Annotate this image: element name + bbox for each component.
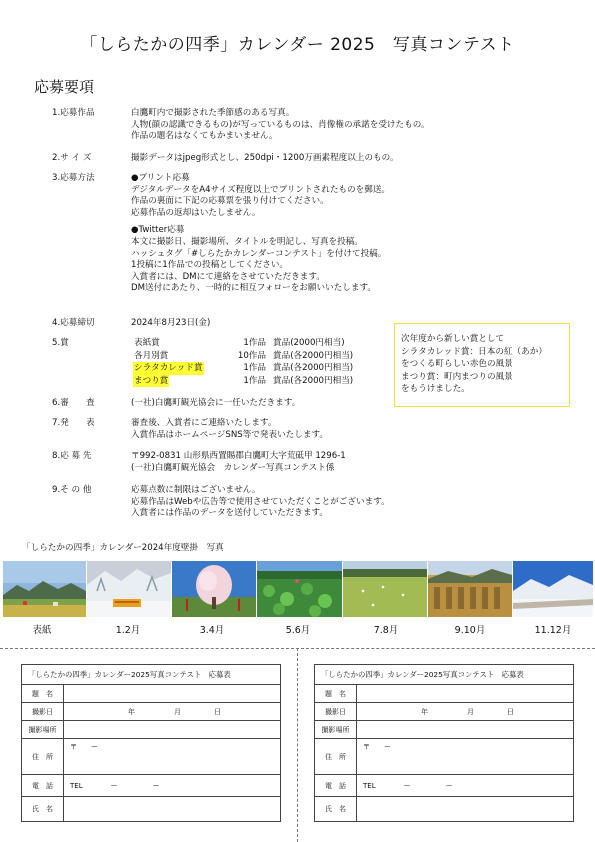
postal-mark: 〒 ー bbox=[363, 743, 391, 751]
date-row bbox=[315, 703, 573, 721]
deadline-value: 2024年8月23日(金) bbox=[131, 318, 211, 328]
title-label: 題 名 bbox=[22, 685, 64, 702]
req-label: 7.発 表 bbox=[52, 418, 95, 428]
name-field[interactable] bbox=[64, 797, 280, 821]
place-label: 撮影場所 bbox=[22, 721, 64, 738]
date-label: 撮影日 bbox=[315, 703, 357, 720]
prize-name-highlighted: まつり賞 bbox=[134, 375, 169, 386]
req-line: 人物(顔の認識できるもの)が写っているものは、肖像権の承諾を受けたもの。 bbox=[131, 119, 430, 130]
judging-value: (一社)白鷹町観光協会に一任いただきます。 bbox=[131, 398, 301, 408]
title-label: 題 名 bbox=[315, 685, 357, 702]
req-line: 入賞者には作品のデータを送付していただきます。 bbox=[131, 508, 328, 519]
date-row bbox=[22, 703, 280, 721]
name-label: 氏 名 bbox=[22, 797, 64, 821]
req-line: 白鷹町内で撮影された季節感のある写真。 bbox=[131, 108, 295, 118]
phone-template: TEL ー ー bbox=[363, 782, 453, 790]
note-line: をつくる町らしい赤色の風景 bbox=[401, 359, 513, 370]
twitter-heading: ●Twitter応募 bbox=[131, 225, 185, 236]
cut-line-vertical bbox=[297, 648, 298, 842]
address-field[interactable] bbox=[64, 739, 280, 774]
address-label: 住 所 bbox=[22, 739, 64, 774]
section-title: 応募要項 bbox=[34, 78, 95, 96]
title-row bbox=[315, 685, 573, 703]
title-field[interactable] bbox=[64, 685, 280, 702]
snow-train-photo bbox=[87, 561, 171, 617]
entry-form-title: 「しらたかの四季」カレンダー2025写真コンテスト 応募表 bbox=[315, 665, 573, 685]
prize-count: 1作品 bbox=[243, 375, 266, 386]
prize-count: 1作品 bbox=[243, 363, 266, 373]
req-line: 〒992-0831 山形県西置賜郡白鷹町大字荒砥甲 1296-1 bbox=[131, 451, 346, 461]
photo-label: 7.8月 bbox=[373, 625, 399, 636]
title-field[interactable] bbox=[357, 685, 573, 702]
print-heading: ●プリント応募 bbox=[131, 173, 190, 183]
snow-mountain-photo bbox=[513, 561, 593, 617]
postal-mark: 〒 ー bbox=[70, 743, 98, 751]
month-unit: 月 bbox=[174, 708, 181, 716]
new-prize-note bbox=[394, 323, 570, 407]
entry-form-right bbox=[314, 664, 574, 822]
phone-label: 電 話 bbox=[315, 775, 357, 796]
phone-row bbox=[22, 775, 280, 797]
photos-caption: 「しらたかの四季」カレンダー2024年度壁掛 写真 bbox=[22, 543, 224, 553]
name-field[interactable] bbox=[357, 797, 573, 821]
photo-label: 1.2月 bbox=[115, 625, 141, 636]
phone-row bbox=[315, 775, 573, 797]
prize-name-highlighted: シラタカレッド賞 bbox=[134, 363, 203, 373]
day-unit: 日 bbox=[214, 708, 221, 716]
field-photo bbox=[343, 561, 427, 617]
prize-name: 表紙賞 bbox=[134, 338, 160, 348]
req-line: 作品の裏面に下記の応募票を張り付けてください。 bbox=[131, 196, 329, 207]
req-line: 応募点数に制限はございません。 bbox=[131, 485, 261, 495]
place-row bbox=[315, 721, 573, 739]
date-field[interactable] bbox=[357, 703, 573, 720]
cherry-blossom-photo bbox=[172, 561, 256, 617]
req-line: 作品の題名はなくてもかまいません。 bbox=[131, 131, 278, 142]
note-line: をもうけました。 bbox=[401, 384, 470, 395]
note-line: 次年度から新しい賞として bbox=[401, 334, 505, 344]
entry-form-title: 「しらたかの四季」カレンダー2025写真コンテスト 応募表 bbox=[22, 665, 280, 685]
req-line: 入賞者には、DMにて連絡をさせていただきます。 bbox=[131, 271, 325, 282]
title-row bbox=[22, 685, 280, 703]
note-line: シラタカレッド賞：日本の紅（あか） bbox=[401, 346, 547, 357]
month-unit: 月 bbox=[467, 708, 474, 716]
phone-field[interactable] bbox=[64, 775, 280, 796]
req-label: 1.応募作品 bbox=[52, 108, 95, 118]
address-label: 住 所 bbox=[315, 739, 357, 774]
rice-harvest-photo bbox=[428, 561, 512, 617]
phone-label: 電 話 bbox=[22, 775, 64, 796]
prize-count: 10作品 bbox=[237, 350, 266, 361]
req-line: (一社)白鷹町観光協会 カレンダー写真コンテスト係 bbox=[131, 462, 335, 473]
req-line: 審査後、入賞者にご連絡いたします。 bbox=[131, 418, 277, 428]
req-label: 9.そ の 他 bbox=[52, 485, 92, 495]
req-label: 8.応 募 先 bbox=[52, 451, 92, 461]
phone-template: TEL ー ー bbox=[70, 782, 160, 790]
req-label: 6.審 査 bbox=[52, 398, 95, 408]
place-label: 撮影場所 bbox=[315, 721, 357, 738]
year-unit: 年 bbox=[421, 708, 428, 716]
entry-form-left bbox=[21, 664, 281, 822]
phone-field[interactable] bbox=[357, 775, 573, 796]
year-unit: 年 bbox=[128, 708, 135, 716]
photo-strip bbox=[3, 561, 593, 619]
date-field[interactable] bbox=[64, 703, 280, 720]
day-unit: 日 bbox=[507, 708, 514, 716]
photo-label: 9.10月 bbox=[454, 625, 486, 636]
prize-desc: 賞品(各2000円相当) bbox=[273, 375, 354, 386]
req-line: 応募作品の返却はいたしません。 bbox=[131, 207, 261, 218]
req-line: 1投稿に1作品での投稿としてください。 bbox=[131, 260, 289, 271]
prize-name: 各月別賞 bbox=[134, 350, 169, 361]
name-label: 氏 名 bbox=[315, 797, 357, 821]
photo-label: 11.12月 bbox=[534, 625, 572, 636]
name-row bbox=[315, 797, 573, 821]
mountain-landscape-photo bbox=[3, 561, 86, 617]
place-field[interactable] bbox=[357, 721, 573, 738]
req-line: 本文に撮影日、撮影場所、タイトルを明記し、写真を投稿。 bbox=[131, 236, 363, 247]
req-line: DM送付にあたり、一時的に相互フォローをお願いいたします。 bbox=[131, 283, 376, 294]
lotus-pond-photo bbox=[257, 561, 342, 617]
photo-label: 表紙 bbox=[32, 625, 52, 636]
req-line: 撮影データはjpeg形式とし、250dpi・1200万画素程度以上のもの。 bbox=[131, 153, 399, 163]
req-line: ハッシュタグ「#しらたかカレンダーコンテスト」を付けて投稿。 bbox=[131, 248, 387, 259]
req-label: 2.サ イ ズ bbox=[52, 153, 92, 163]
name-row bbox=[22, 797, 280, 821]
place-row bbox=[22, 721, 280, 739]
req-line: デジタルデータをA4サイズ程度以上でプリントされたものを郵送。 bbox=[131, 184, 391, 195]
photo-label: 5.6月 bbox=[285, 625, 311, 636]
prize-desc: 賞品(各2000円相当) bbox=[273, 363, 354, 373]
address-row bbox=[315, 739, 573, 775]
date-label: 撮影日 bbox=[22, 703, 64, 720]
req-line: 入賞作品はホームページSNS等で発表いたします。 bbox=[131, 429, 328, 440]
prize-desc: 賞品(各2000円相当) bbox=[273, 350, 354, 361]
prize-desc: 賞品(2000円相当) bbox=[273, 338, 345, 348]
req-label: 5.賞 bbox=[52, 338, 69, 348]
req-line: 応募作品はWebや広告等で使用させていただくことがございます。 bbox=[131, 496, 390, 507]
address-row bbox=[22, 739, 280, 775]
req-label: 4.応募締切 bbox=[52, 318, 95, 328]
page-title: 「しらたかの四季」カレンダー 2025 写真コンテスト bbox=[80, 35, 515, 55]
photo-label: 3.4月 bbox=[199, 625, 225, 636]
address-field[interactable] bbox=[357, 739, 573, 774]
place-field[interactable] bbox=[64, 721, 280, 738]
prize-count: 1作品 bbox=[243, 338, 266, 348]
note-line: まつり賞：町内まつりの風景 bbox=[401, 371, 513, 382]
req-label: 3.応募方法 bbox=[52, 173, 95, 183]
